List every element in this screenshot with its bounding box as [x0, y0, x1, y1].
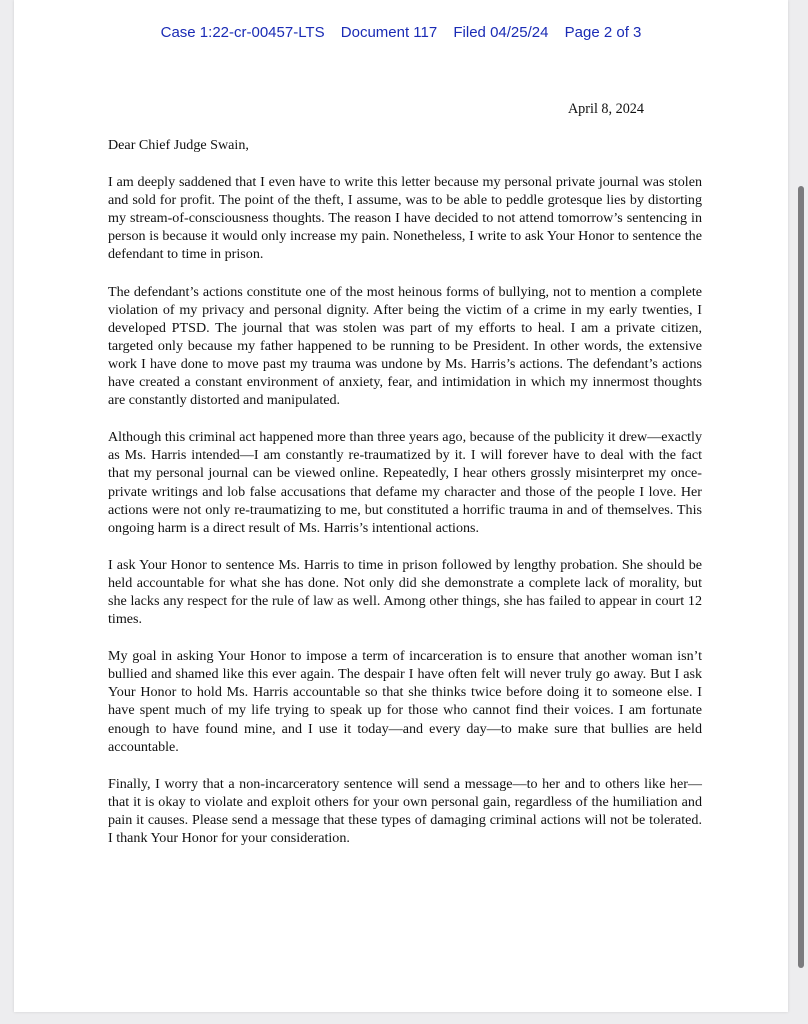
- case-number: Case 1:22-cr-00457-LTS: [160, 24, 325, 41]
- paragraph-6: Finally, I worry that a non-incarceratory sentence will send a message—to her and to others like her—that it is okay to violate and exploit others for your own personal gain, regardless of the humiliation and pain it causes. Please send a message that these types of damaging criminal actions will not be tolerated. I thank Your Honor for your consideration.: [108, 775, 702, 846]
- salutation: Dear Chief Judge Swain,: [108, 137, 249, 153]
- page-number: Page 2 of 3: [564, 24, 642, 41]
- paragraph-4: I ask Your Honor to sentence Ms. Harris to time in prison followed by lengthy probation. She should be held accountable for what she has done. Not only did she demonstrate a complete lack of morality, but she lacks any respect for the rule of law as well. Among other things, she has failed to appear in court 12 times.: [108, 556, 702, 628]
- document-number: Document 117: [340, 24, 438, 41]
- letter-date: April 8, 2024: [567, 101, 644, 117]
- vertical-scrollbar[interactable]: [798, 186, 804, 968]
- filed-date: Filed 04/25/24: [453, 24, 549, 41]
- paragraph-5: My goal in asking Your Honor to impose a term of incarceration is to ensure that another woman isn’t bullied and shamed like this ever again. The despair I have often felt will never truly go away. But I ask Your Honor to hold Ms. Harris accountable so that she thinks twice before doing it to someone else. I have spent much of my life trying to speak up for those who cannot find their voices. I am fortunate enough to have found mine, and I use it today—and every day—to make sure that bullies are held accountable.: [108, 648, 702, 755]
- paragraph-2: The defendant’s actions constitute one of the most heinous forms of bullying, not to mention a complete violation of my privacy and personal dignity. After being the victim of a crime in my early twenties, I developed PTSD. The journal that was stolen was part of my efforts to heal. I am a private citizen, targeted only because my father happened to be running to be President. In other words, the extensive work I have done to move past my trauma was undone by Ms. Harris’s actions. The defendant’s actions have created a constant environment of anxiety, fear, and intimidation in which my innermost thoughts are constantly distorted and manipulated.: [108, 283, 702, 409]
- paragraph-1: I am deeply saddened that I even have to write this letter because my personal private journal was stolen and sold for profit. The point of the theft, I assume, was to be able to peddle grotesque lies by distorting my stream-of-consciousness thoughts. The reason I have decided to not attend tomorrow’s sentencing in person is because it would only increase my pain. Nonetheless, I write to ask Your Honor to sentence the defendant to time in prison.: [108, 174, 702, 263]
- document-page: [14, 0, 788, 1012]
- paragraph-3: Although this criminal act happened more than three years ago, because of the publicity it drew—exactly as Ms. Harris intended—I am constantly re-traumatized by it. I will forever have to deal with the fact that my personal journal can be viewed online. Repeatedly, I hear others grossly misinterpret my once-private writings and lob false accusations that defame my character and those of the people I love. Her actions were not only re-traumatizing to me, but constituted a horrific trauma in and of themselves. This ongoing harm is a direct result of Ms. Harris’s intentional actions.: [108, 429, 702, 536]
- court-filing-header: [14, 24, 788, 41]
- letter-body: [108, 136, 702, 866]
